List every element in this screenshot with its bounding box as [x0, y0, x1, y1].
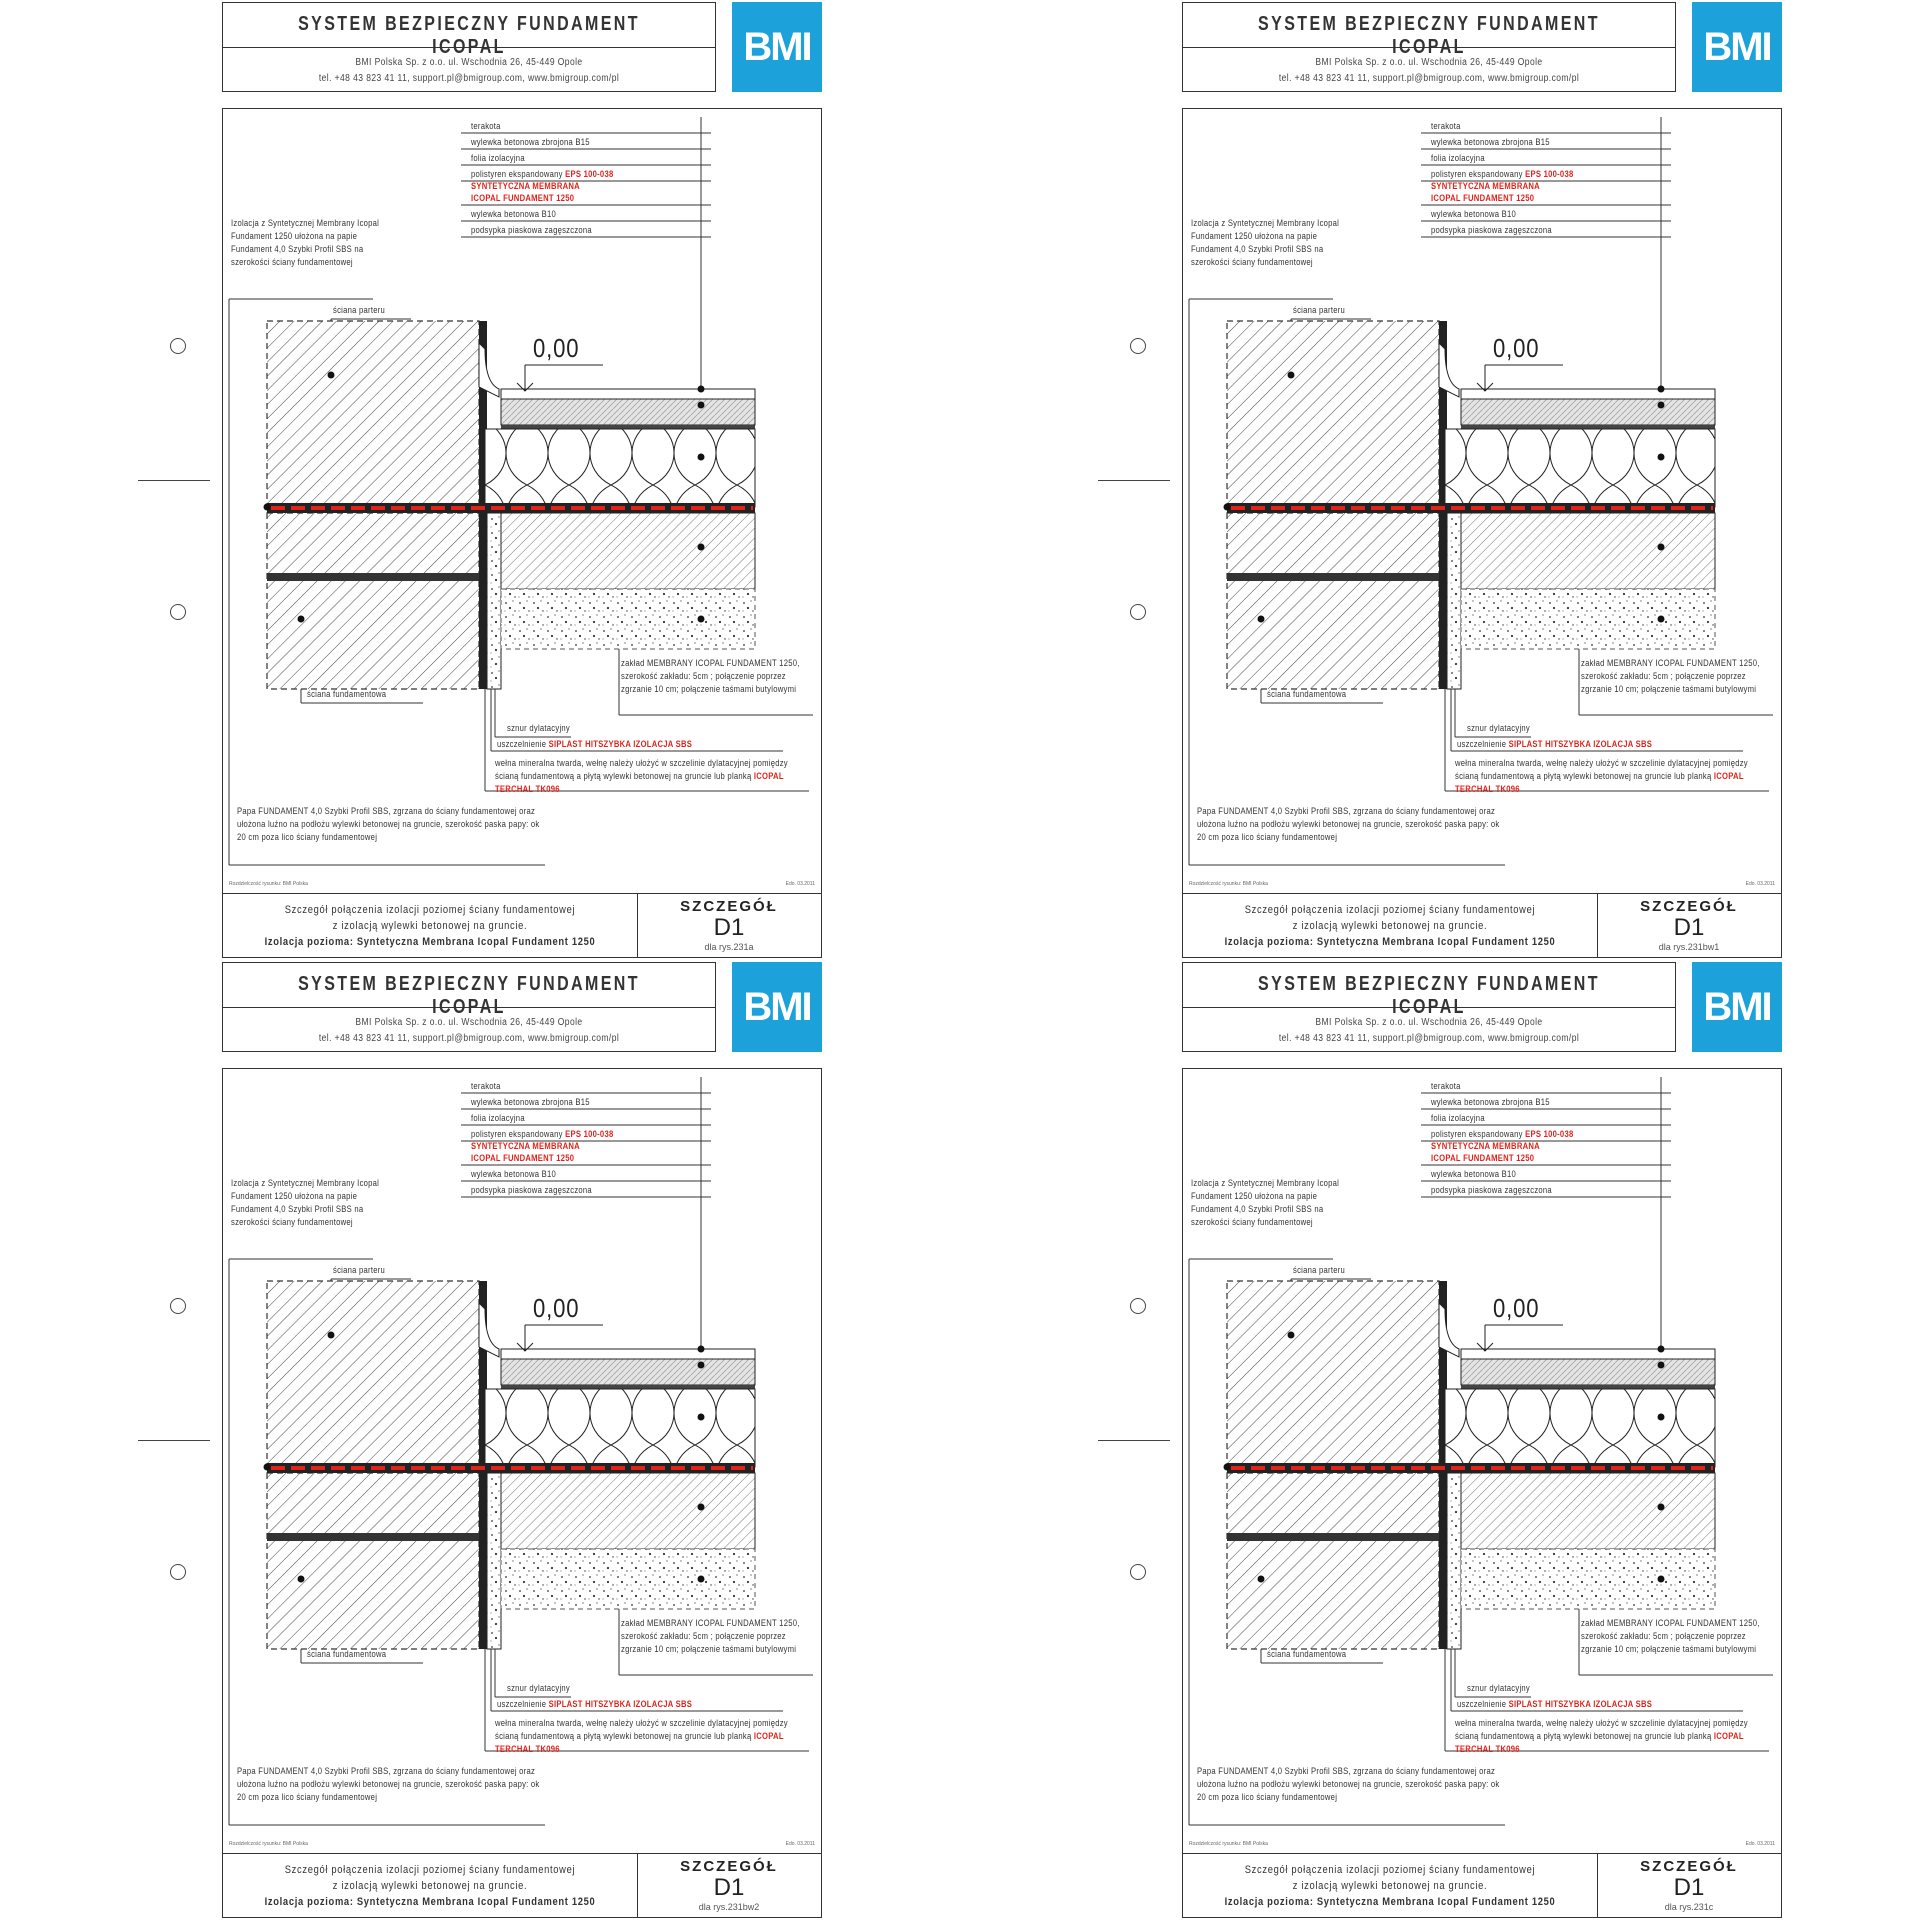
- title-block: [222, 2, 716, 92]
- footer-date: Edo. 03.2011: [785, 1841, 815, 1847]
- level-marker: 0,00: [533, 333, 580, 363]
- detail-sheet: [0, 0, 960, 960]
- layer-label: polistyren ekspandowany EPS 100-038: [471, 169, 614, 179]
- layer-label: wylewka betonowa B10: [471, 209, 557, 219]
- footer-note: Rozdzielczość rysunku: BMI Polska: [229, 881, 308, 887]
- caption-line: z izolacją wylewki betonowej na gruncie.: [1292, 920, 1488, 932]
- membrane-label: SYNTETYCZNA MEMBRANA: [471, 181, 580, 191]
- bmi-logo: BMI: [732, 2, 822, 92]
- papa-note: Papa FUNDAMENT 4,0 Szybki Profil SBS, zgrzana do ściany fundamentowej oraz ułożona luźno na podłożu wylewki betonowej na gruncie, szerokość paska papy: ok 20 cm poza lico ściany fundamentowej: [237, 1766, 540, 1802]
- drawing-ref: dla rys.231c: [1664, 1902, 1714, 1912]
- membrane-label: SYNTETYCZNA MEMBRANA: [1431, 1141, 1540, 1151]
- insulation-note: Izolacja z Syntetycznej Membrany Icopal Fundament 1250 ułożona na papie Fundament 4,0 Szybki Profil SBS na szerokości ściany fundamentowej: [231, 1178, 380, 1227]
- company-address: BMI Polska Sp. z o.o. ul. Wschodnia 26, 45-449 Opole: [355, 1017, 583, 1028]
- foundation-label: ściana fundamentowa: [307, 689, 387, 699]
- section-drawing: [222, 1068, 822, 1854]
- detail-label: SZCZEGÓŁ: [680, 1858, 778, 1875]
- detail-sheet: [960, 960, 1920, 1920]
- papa-note: Papa FUNDAMENT 4,0 Szybki Profil SBS, zgrzana do ściany fundamentowej oraz ułożona luźno na podłożu wylewki betonowej na gruncie, szerokość paska papy: ok 20 cm poza lico ściany fundamentowej: [1197, 806, 1500, 842]
- fold-mark: [1098, 480, 1170, 481]
- wall-label: ściana parteru: [1293, 1265, 1346, 1275]
- bmi-logo: BMI: [1692, 962, 1782, 1052]
- layer-label: wylewka betonowa zbrojona B15: [1431, 1097, 1550, 1107]
- detail-sheet: [0, 960, 960, 1920]
- layer-label: terakota: [471, 121, 501, 131]
- layer-label: polistyren ekspandowany EPS 100-038: [471, 1129, 614, 1139]
- seal-label: uszczelnienie SIPLAST HITSZYBKA IZOLACJA SBS: [497, 739, 693, 749]
- seal-label: uszczelnienie SIPLAST HITSZYBKA IZOLACJA SBS: [1457, 739, 1653, 749]
- title-block: [1182, 962, 1676, 1052]
- wall-label: ściana parteru: [333, 305, 386, 315]
- fold-mark: [1098, 1440, 1170, 1441]
- overlap-note: zakład MEMBRANY ICOPAL FUNDAMENT 1250, szerokość zakładu: 5cm ; połączenie poprzez zgrzanie 10 cm; połączenie taśmami butylowymi: [621, 658, 800, 694]
- company-contact: tel. +48 43 823 41 11, support.pl@bmigroup.com, www.bmigroup.com/pl: [318, 1033, 620, 1044]
- fold-mark: [138, 480, 210, 481]
- layer-label: wylewka betonowa B10: [471, 1169, 557, 1179]
- caption-block: [1182, 894, 1782, 958]
- wool-note: wełna mineralna twarda, wełnę należy ułożyć w szczelinie dylatacyjnej pomiędzy ścianą fundamentową a płytą wylewki betonowej na gruncie lub planką ICOPAL TERCHAL TK096: [495, 758, 788, 794]
- caption-line: z izolacją wylewki betonowej na gruncie.: [1292, 1880, 1488, 1892]
- wool-note: wełna mineralna twarda, wełnę należy ułożyć w szczelinie dylatacyjnej pomiędzy ścianą fundamentową a płytą wylewki betonowej na gruncie lub planką ICOPAL TERCHAL TK096: [1455, 1718, 1748, 1754]
- bmi-logo: BMI: [732, 962, 822, 1052]
- title-block: [1182, 2, 1676, 92]
- insulation-note: Izolacja z Syntetycznej Membrany Icopal Fundament 1250 ułożona na papie Fundament 4,0 Szybki Profil SBS na szerokości ściany fundamentowej: [1191, 218, 1340, 267]
- insulation-note: Izolacja z Syntetycznej Membrany Icopal Fundament 1250 ułożona na papie Fundament 4,0 Szybki Profil SBS na szerokości ściany fundamentowej: [231, 218, 380, 267]
- footer-date: Edo. 03.2011: [1745, 881, 1775, 887]
- company-contact: tel. +48 43 823 41 11, support.pl@bmigroup.com, www.bmigroup.com/pl: [1278, 1033, 1580, 1044]
- detail-label: SZCZEGÓŁ: [1640, 898, 1738, 915]
- company-address: BMI Polska Sp. z o.o. ul. Wschodnia 26, 45-449 Opole: [1315, 57, 1543, 68]
- level-marker: 0,00: [533, 1293, 580, 1323]
- system-title: SYSTEM BEZPIECZNY FUNDAMENT ICOPAL: [1258, 973, 1600, 1018]
- caption-line: Izolacja pozioma: Syntetyczna Membrana Icopal Fundament 1250: [1224, 1896, 1556, 1908]
- caption-line: Szczegół połączenia izolacji poziomej ściany fundamentowej: [1244, 904, 1536, 916]
- caption-line: Szczegół połączenia izolacji poziomej ściany fundamentowej: [1244, 1864, 1536, 1876]
- foundation-label: ściana fundamentowa: [1267, 1649, 1347, 1659]
- caption-line: Izolacja pozioma: Syntetyczna Membrana Icopal Fundament 1250: [1224, 936, 1556, 948]
- footer-date: Edo. 03.2011: [785, 881, 815, 887]
- footer-note: Rozdzielczość rysunku: BMI Polska: [1189, 881, 1268, 887]
- system-title: SYSTEM BEZPIECZNY FUNDAMENT ICOPAL: [298, 973, 640, 1018]
- footer-note: Rozdzielczość rysunku: BMI Polska: [229, 1841, 308, 1847]
- layer-label: folia izolacyjna: [1431, 1113, 1485, 1123]
- wool-note: wełna mineralna twarda, wełnę należy ułożyć w szczelinie dylatacyjnej pomiędzy ścianą fundamentową a płytą wylewki betonowej na gruncie lub planką ICOPAL TERCHAL TK096: [1455, 758, 1748, 794]
- layer-label: wylewka betonowa zbrojona B15: [1431, 137, 1550, 147]
- membrane-label: ICOPAL FUNDAMENT 1250: [1431, 1153, 1535, 1163]
- system-title: SYSTEM BEZPIECZNY FUNDAMENT ICOPAL: [1258, 13, 1600, 58]
- company-address: BMI Polska Sp. z o.o. ul. Wschodnia 26, 45-449 Opole: [1315, 1017, 1543, 1028]
- layer-label: terakota: [1431, 121, 1461, 131]
- punch-hole: [170, 604, 186, 620]
- caption-line: Szczegół połączenia izolacji poziomej ściany fundamentowej: [284, 904, 576, 916]
- detail-label: SZCZEGÓŁ: [1640, 1858, 1738, 1875]
- layer-label: podsypka piaskowa zagęszczona: [471, 1185, 592, 1195]
- section-drawing: [222, 108, 822, 894]
- papa-note: Papa FUNDAMENT 4,0 Szybki Profil SBS, zgrzana do ściany fundamentowej oraz ułożona luźno na podłożu wylewki betonowej na gruncie, szerokość paska papy: ok 20 cm poza lico ściany fundamentowej: [237, 806, 540, 842]
- company-address: BMI Polska Sp. z o.o. ul. Wschodnia 26, 45-449 Opole: [355, 57, 583, 68]
- section-drawing: [1182, 108, 1782, 894]
- seal-label: uszczelnienie SIPLAST HITSZYBKA IZOLACJA SBS: [497, 1699, 693, 1709]
- bmi-logo: BMI: [1692, 2, 1782, 92]
- membrane-label: ICOPAL FUNDAMENT 1250: [471, 1153, 575, 1163]
- section-drawing: [1182, 1068, 1782, 1854]
- punch-hole: [1130, 338, 1146, 354]
- seal-label: uszczelnienie SIPLAST HITSZYBKA IZOLACJA SBS: [1457, 1699, 1653, 1709]
- overlap-note: zakład MEMBRANY ICOPAL FUNDAMENT 1250, szerokość zakładu: 5cm ; połączenie poprzez zgrzanie 10 cm; połączenie taśmami butylowymi: [1581, 1618, 1760, 1654]
- layer-label: wylewka betonowa B10: [1431, 1169, 1517, 1179]
- papa-note: Papa FUNDAMENT 4,0 Szybki Profil SBS, zgrzana do ściany fundamentowej oraz ułożona luźno na podłożu wylewki betonowej na gruncie, szerokość paska papy: ok 20 cm poza lico ściany fundamentowej: [1197, 1766, 1500, 1802]
- layer-label: podsypka piaskowa zagęszczona: [471, 225, 592, 235]
- layer-label: folia izolacyjna: [1431, 153, 1485, 163]
- membrane-label: SYNTETYCZNA MEMBRANA: [1431, 181, 1540, 191]
- caption-block: [222, 1854, 822, 1918]
- caption-line: Izolacja pozioma: Syntetyczna Membrana Icopal Fundament 1250: [264, 1896, 596, 1908]
- layer-label: polistyren ekspandowany EPS 100-038: [1431, 169, 1574, 179]
- footer-note: Rozdzielczość rysunku: BMI Polska: [1189, 1841, 1268, 1847]
- system-title: SYSTEM BEZPIECZNY FUNDAMENT ICOPAL: [298, 13, 640, 58]
- company-contact: tel. +48 43 823 41 11, support.pl@bmigroup.com, www.bmigroup.com/pl: [318, 73, 620, 84]
- punch-hole: [170, 338, 186, 354]
- punch-hole: [170, 1564, 186, 1580]
- level-marker: 0,00: [1493, 1293, 1540, 1323]
- wool-note: wełna mineralna twarda, wełnę należy ułożyć w szczelinie dylatacyjnej pomiędzy ścianą fundamentową a płytą wylewki betonowej na gruncie lub planką ICOPAL TERCHAL TK096: [495, 1718, 788, 1754]
- caption-block: [1182, 1854, 1782, 1918]
- cord-label: sznur dylatacyjny: [507, 723, 571, 733]
- detail-label: SZCZEGÓŁ: [680, 898, 778, 915]
- layer-label: wylewka betonowa B10: [1431, 209, 1517, 219]
- foundation-label: ściana fundamentowa: [1267, 689, 1347, 699]
- drawing-ref: dla rys.231a: [704, 942, 754, 952]
- overlap-note: zakład MEMBRANY ICOPAL FUNDAMENT 1250, szerokość zakładu: 5cm ; połączenie poprzez zgrzanie 10 cm; połączenie taśmami butylowymi: [1581, 658, 1760, 694]
- detail-sheet: [960, 0, 1920, 960]
- insulation-note: Izolacja z Syntetycznej Membrany Icopal Fundament 1250 ułożona na papie Fundament 4,0 Szybki Profil SBS na szerokości ściany fundamentowej: [1191, 1178, 1340, 1227]
- layer-label: podsypka piaskowa zagęszczona: [1431, 225, 1552, 235]
- footer-date: Edo. 03.2011: [1745, 1841, 1775, 1847]
- title-block: [222, 962, 716, 1052]
- layer-label: podsypka piaskowa zagęszczona: [1431, 1185, 1552, 1195]
- cord-label: sznur dylatacyjny: [507, 1683, 571, 1693]
- punch-hole: [1130, 1298, 1146, 1314]
- layer-label: terakota: [1431, 1081, 1461, 1091]
- fold-mark: [138, 1440, 210, 1441]
- caption-line: z izolacją wylewki betonowej na gruncie.: [332, 920, 528, 932]
- detail-code: D1: [713, 914, 745, 941]
- cord-label: sznur dylatacyjny: [1467, 723, 1531, 733]
- caption-line: z izolacją wylewki betonowej na gruncie.: [332, 1880, 528, 1892]
- overlap-note: zakład MEMBRANY ICOPAL FUNDAMENT 1250, szerokość zakładu: 5cm ; połączenie poprzez zgrzanie 10 cm; połączenie taśmami butylowymi: [621, 1618, 800, 1654]
- company-contact: tel. +48 43 823 41 11, support.pl@bmigroup.com, www.bmigroup.com/pl: [1278, 73, 1580, 84]
- punch-hole: [1130, 604, 1146, 620]
- detail-code: D1: [1673, 1874, 1705, 1901]
- caption-line: Szczegół połączenia izolacji poziomej ściany fundamentowej: [284, 1864, 576, 1876]
- foundation-label: ściana fundamentowa: [307, 1649, 387, 1659]
- layer-label: polistyren ekspandowany EPS 100-038: [1431, 1129, 1574, 1139]
- detail-code: D1: [713, 1874, 745, 1901]
- layer-label: terakota: [471, 1081, 501, 1091]
- cord-label: sznur dylatacyjny: [1467, 1683, 1531, 1693]
- wall-label: ściana parteru: [1293, 305, 1346, 315]
- layer-label: wylewka betonowa zbrojona B15: [471, 137, 590, 147]
- membrane-label: ICOPAL FUNDAMENT 1250: [1431, 193, 1535, 203]
- level-marker: 0,00: [1493, 333, 1540, 363]
- membrane-label: ICOPAL FUNDAMENT 1250: [471, 193, 575, 203]
- membrane-label: SYNTETYCZNA MEMBRANA: [471, 1141, 580, 1151]
- drawing-ref: dla rys.231bw2: [698, 1902, 760, 1912]
- punch-hole: [1130, 1564, 1146, 1580]
- layer-label: folia izolacyjna: [471, 1113, 525, 1123]
- layer-label: wylewka betonowa zbrojona B15: [471, 1097, 590, 1107]
- punch-hole: [170, 1298, 186, 1314]
- layer-label: folia izolacyjna: [471, 153, 525, 163]
- caption-block: [222, 894, 822, 958]
- detail-code: D1: [1673, 914, 1705, 941]
- drawing-ref: dla rys.231bw1: [1658, 942, 1720, 952]
- wall-label: ściana parteru: [333, 1265, 386, 1275]
- caption-line: Izolacja pozioma: Syntetyczna Membrana Icopal Fundament 1250: [264, 936, 596, 948]
